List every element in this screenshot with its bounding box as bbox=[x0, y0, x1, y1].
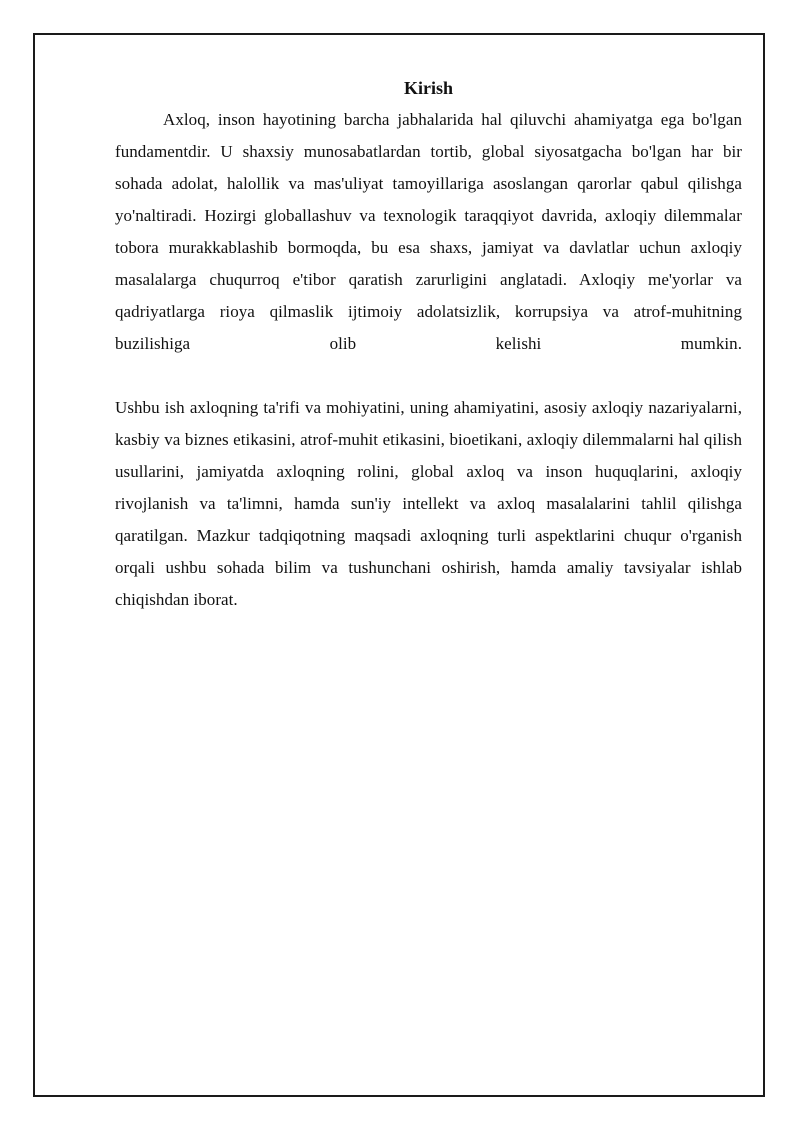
paragraph-intro: Axloq, inson hayotining barcha jabhalarida hal qiluvchi ahamiyatga ega bo'lgan fundamentdir. U shaxsiy munosabatlardan tortib, global siyosatgacha bo'lgan har bir sohada adolat, halollik va mas'uliyat tamoyillariga asoslangan qarorlar qabul qilishga yo'naltiradi. Hozirgi globallashuv va texnologik taraqqiyot davrida, axloqiy dilemmalar tobora murakkablashib bormoqda, bu esa shaxs, jamiyat va davlatlar uchun axloqiy masalalarga chuqurroq e'tibor qaratish zarurligini anglatadi. Axloqiy me'yorlar va qadriyatlarga rioya qilmaslik ijtimoiy adolatsizlik, korrupsiya va atrof-muhitning buzilishiga olib kelishi mumkin. bbox=[115, 110, 742, 353]
section-heading: Kirish bbox=[403, 78, 453, 98]
document-body bbox=[115, 76, 742, 616]
paragraph-scope: Ushbu ish axloqning ta'rifi va mohiyatini, uning ahamiyatini, asosiy axloqiy nazariyalarni, kasbiy va biznes etikasini, atrof-muhit etikasini, bioetikani, axloqiy dilemmalarni hal qilish usullarini, jamiyatda axloqning rolini, global axloq va inson huquqlarini, axloqiy rivojlanish va ta'limni, hamda sun'iy intellekt va axloq masalalarini tahlil qilishga qaratilgan. Mazkur tadqiqotning maqsadi axloqning turli aspektlarini chuqur o'rganish orqali ushbu sohada bilim va tushunchani oshirish, hamda amaliy tavsiyalar ishlab chiqishdan iborat. bbox=[115, 398, 742, 609]
paragraph-gap bbox=[115, 360, 742, 392]
